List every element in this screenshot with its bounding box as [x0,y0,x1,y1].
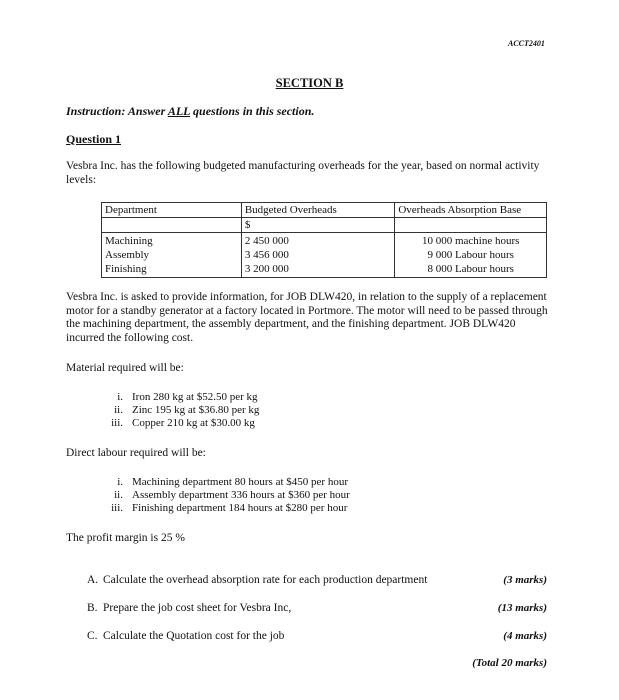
question-title: Question 1 [66,132,122,146]
profit-margin: The profit margin is 25 % [66,532,185,544]
job-paragraph: Vesbra Inc. is asked to provide information, for JOB DLW420, in relation to the supply of a replacement motor for a standby generator at a factory located in Portmore. The motor will need to be passed through the machining department, the assembly department, and the finishing department. JOB DLW420 incurred the following cost. [66,291,548,344]
instruction-emphasis: ALL [167,104,191,118]
list-item [102,404,259,417]
overhead-table [101,202,547,278]
department-assembly: Assembly [105,249,149,261]
instruction-suffix: questions in this section. [190,104,315,118]
list-text: Assembly department 336 hours at $360 per hour [132,489,350,501]
absorption-base-cell [395,233,547,278]
materials-list [102,391,259,430]
department-cell [102,233,242,278]
task-text: Prepare the job cost sheet for Vesbra Inc, [103,602,292,614]
base-machining: 10 000 machine hours [421,235,520,247]
material-label: Material required will be: [66,362,184,374]
labour-list [102,476,350,515]
list-number: i. [117,476,123,488]
list-item [102,502,350,515]
overhead-assembly: 3 456 000 [244,249,289,261]
list-item [102,489,350,502]
course-code: ACCT2401 [508,39,545,48]
task-label: A. [87,574,99,586]
list-item [102,417,259,430]
list-text: Zinc 195 kg at $36.80 per kg [132,404,260,416]
table-cell [102,218,242,233]
task-text: Calculate the overhead absorption rate for each production department [103,574,428,586]
list-number: ii. [114,489,123,501]
intro-paragraph: Vesbra Inc. has the following budgeted manufacturing overheads for the year, based on normal activity levels: [66,160,540,186]
task-label: B. [87,602,98,614]
task-c [87,630,547,642]
list-number: iii. [111,417,123,429]
table-header-cell: Overheads Absorption Base [395,203,547,218]
overhead-finishing: 3 200 000 [244,263,289,275]
table-unit-row [102,218,547,233]
instruction-prefix: Instruction: Answer [66,104,168,118]
department-finishing: Finishing [105,263,147,275]
task-marks: (13 marks) [497,602,547,614]
labour-label: Direct labour required will be: [66,447,206,459]
table-cell: $ [241,218,395,233]
task-b [87,602,547,614]
base-finishing: 8 000 Labour hours [427,263,514,275]
list-number: i. [117,391,123,403]
overheads-cell [241,233,395,278]
overhead-machining: 2 450 000 [244,235,289,247]
task-a [87,574,547,586]
task-label: C. [87,630,98,642]
table-cell [395,218,547,233]
section-title: SECTION B [275,76,344,90]
list-text: Copper 210 kg at $30.00 kg [132,417,255,429]
total-marks: (Total 20 marks) [472,657,547,669]
list-text: Finishing department 184 hours at $280 per hour [132,502,348,514]
table-body-row [102,233,547,278]
list-text: Machining department 80 hours at $450 per hour [132,476,348,488]
list-item [102,476,350,489]
list-item [102,391,259,404]
table-header-cell: Budgeted Overheads [241,203,395,218]
task-marks: (4 marks) [503,630,547,642]
task-marks: (3 marks) [503,574,547,586]
instruction [66,104,314,119]
department-machining: Machining [105,235,153,247]
table-header-row [102,203,547,218]
task-text: Calculate the Quotation cost for the job [103,630,285,642]
base-assembly: 9 000 Labour hours [427,249,514,261]
list-number: ii. [114,404,123,416]
table-header-cell: Department [102,203,242,218]
list-text: Iron 280 kg at $52.50 per kg [132,391,258,403]
list-number: iii. [111,502,123,514]
